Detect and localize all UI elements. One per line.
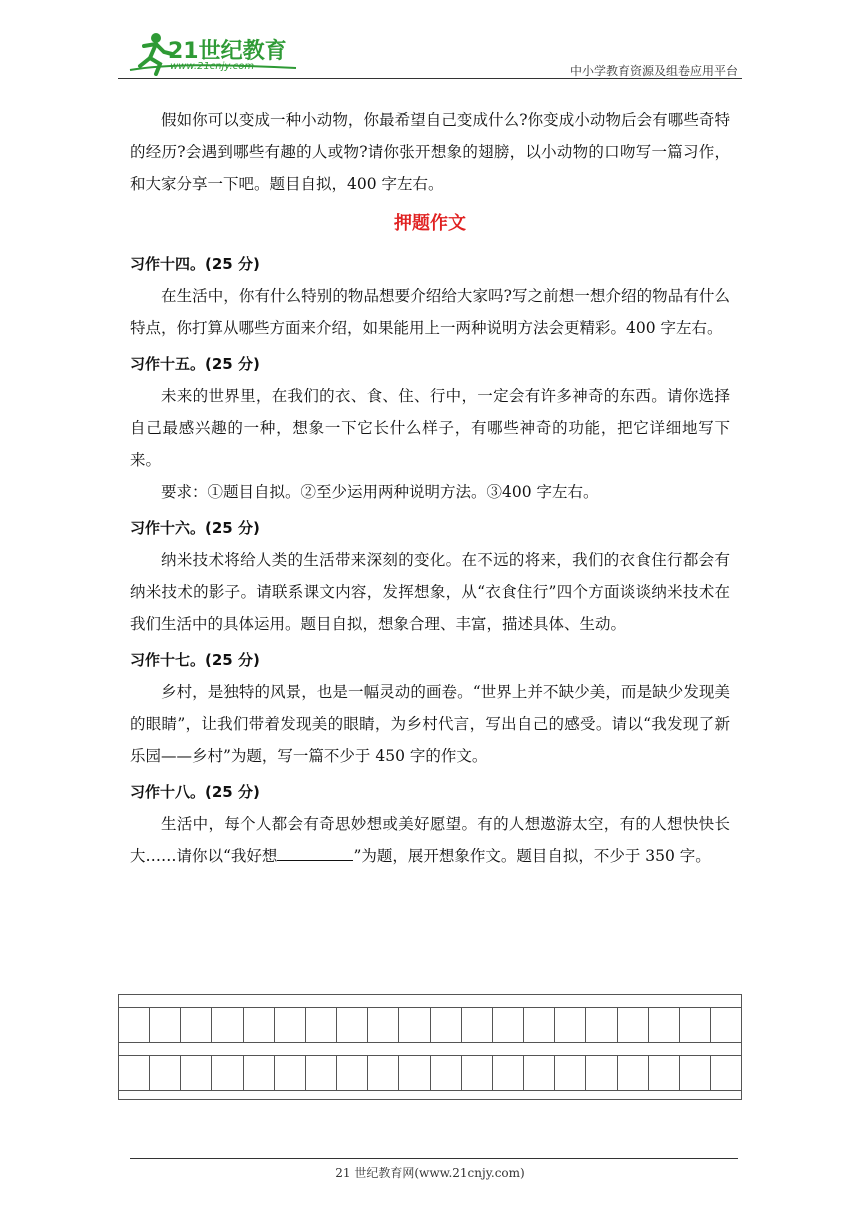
prompt-text-before: 生活中，每个人都会有奇思妙想或美好愿望。有的人想遨游太空，有的人想快快长大……请你以“我好想: [130, 815, 730, 865]
grid-cell: [524, 1056, 555, 1090]
grid-cell: [275, 1056, 306, 1090]
item-paragraph: 乡村，是独特的风景，也是一幅灵动的画卷。“世界上并不缺少美，而是缺少发现美的眼睛”，让我们带着发现美的眼睛，为乡村代言，写出自己的感受。请以“我发现了新乐园——乡村”为题，写一篇不少于 450 字的作文。: [130, 683, 730, 765]
item-paragraph: 在生活中，你有什么特别的物品想要介绍给大家吗?写之前想一想介绍的物品有什么特点，你打算从哪些方面来介绍，如果能用上一两种说明方法会更精彩。400 字左右。: [130, 287, 730, 337]
grid-cell: [555, 1056, 586, 1090]
grid-cell: [711, 1008, 741, 1042]
essay-item-15: [130, 348, 730, 508]
grid-cell: [399, 1008, 430, 1042]
grid-cell: [586, 1056, 617, 1090]
grid-cell: [680, 1008, 711, 1042]
grid-cell: [306, 1008, 337, 1042]
grid-cell: [275, 1008, 306, 1042]
grid-cell: [119, 1056, 150, 1090]
grid-cell: [618, 1056, 649, 1090]
logo-url: www.21cnjy.com: [170, 61, 255, 72]
grid-cell: [493, 1008, 524, 1042]
item-paragraph: 未来的世界里，在我们的衣、食、住、行中，一定会有许多神奇的东西。请你选择自己最感兴趣的一种，想象一下它长什么样子，有哪些神奇的功能，把它详细地写下来。: [130, 387, 730, 469]
grid-cell: [431, 1008, 462, 1042]
grid-cell: [306, 1056, 337, 1090]
grid-cell: [493, 1056, 524, 1090]
grid-row: [118, 1007, 742, 1042]
grid-spacer: [118, 994, 742, 1007]
grid-cell: [212, 1008, 243, 1042]
grid-cell: [337, 1008, 368, 1042]
grid-spacer: [118, 1042, 742, 1055]
grid-cell: [649, 1008, 680, 1042]
essay-item-14: [130, 248, 730, 344]
item-paragraph: [130, 808, 730, 872]
grid-cell: [649, 1056, 680, 1090]
grid-cell: [680, 1056, 711, 1090]
grid-cell: [462, 1008, 493, 1042]
item-heading: 习作十七。(25 分): [130, 651, 260, 669]
grid-cell: [555, 1008, 586, 1042]
footer-text: 21 世纪教育网(www.21cnjy.com): [335, 1166, 525, 1180]
item-requirements: 要求：①题目自拟。②至少运用两种说明方法。③400 字左右。: [161, 483, 599, 501]
page-header: [118, 30, 742, 78]
grid-cell: [368, 1008, 399, 1042]
document-body: [130, 104, 730, 872]
header-divider: [118, 78, 742, 79]
grid-cell: [431, 1056, 462, 1090]
grid-cell: [244, 1056, 275, 1090]
logo-text: 21世纪教育: [168, 39, 287, 64]
item-heading: 习作十八。(25 分): [130, 783, 260, 801]
grid-cell: [150, 1008, 181, 1042]
essay-item-17: [130, 644, 730, 772]
grid-cell: [150, 1056, 181, 1090]
grid-spacer: [118, 1090, 742, 1100]
essay-item-18: [130, 776, 730, 872]
grid-cell: [711, 1056, 741, 1090]
grid-cell: [462, 1056, 493, 1090]
essay-item-16: [130, 512, 730, 640]
writing-grid: [118, 994, 742, 1100]
header-platform-text: 中小学教育资源及组卷应用平台: [569, 64, 738, 78]
grid-cell: [399, 1056, 430, 1090]
item-heading: 习作十六。(25 分): [130, 519, 260, 537]
item-heading: 习作十四。(25 分): [130, 255, 260, 273]
footer-divider: [130, 1158, 738, 1159]
grid-cell: [337, 1056, 368, 1090]
grid-cell: [586, 1008, 617, 1042]
grid-cell: [212, 1056, 243, 1090]
grid-row: [118, 1055, 742, 1090]
grid-cell: [244, 1008, 275, 1042]
grid-cell: [524, 1008, 555, 1042]
fill-in-blank: [277, 844, 353, 861]
grid-cell: [119, 1008, 150, 1042]
section-title: 押题作文: [394, 213, 466, 234]
grid-cell: [181, 1008, 212, 1042]
item-paragraph: 纳米技术将给人类的生活带来深刻的变化。在不远的将来，我们的衣食住行都会有纳米技术的影子。请联系课文内容，发挥想象，从“衣食住行”四个方面谈谈纳米技术在我们生活中的具体运用。题目自拟，想象合理、丰富，描述具体、生动。: [130, 551, 730, 633]
grid-cell: [181, 1056, 212, 1090]
grid-cell: [618, 1008, 649, 1042]
item-heading: 习作十五。(25 分): [130, 355, 260, 373]
grid-cell: [368, 1056, 399, 1090]
intro-paragraph: 假如你可以变成一种小动物，你最希望自己变成什么?你变成小动物后会有哪些奇特的经历?会遇到哪些有趣的人或物?请你张开想象的翅膀，以小动物的口吻写一篇习作，和大家分享一下吧。题目自拟，400 字左右。: [130, 111, 730, 193]
prompt-text-after: ”为题，展开想象作文。题目自拟，不少于 350 字。: [353, 847, 711, 865]
